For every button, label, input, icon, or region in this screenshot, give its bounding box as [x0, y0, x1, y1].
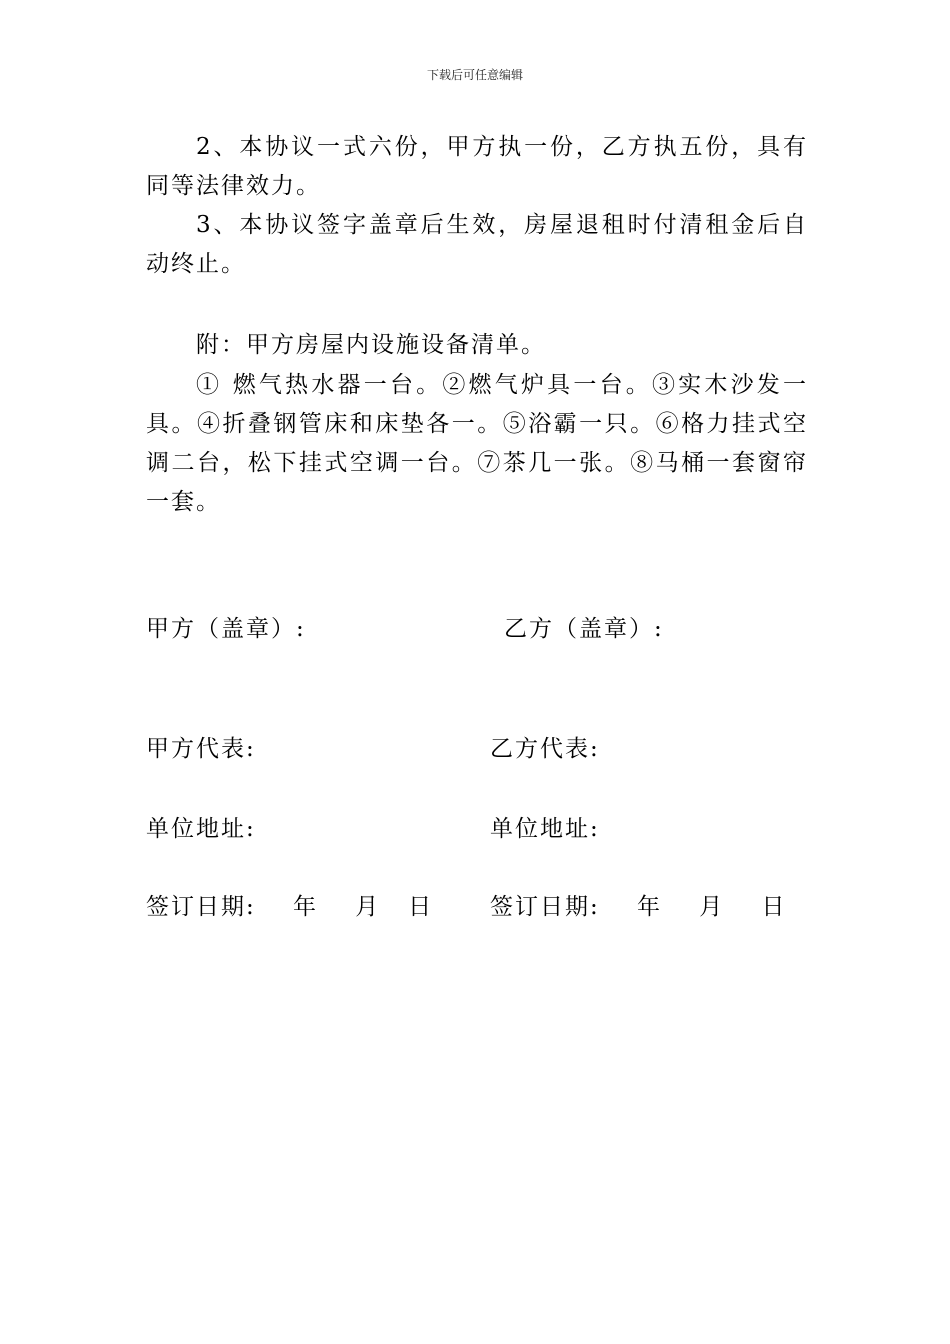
party-b-address-label: 单位地址: [490, 816, 600, 842]
party-b-representative-label: 乙方代表: [490, 736, 600, 762]
page-header-note: 下载后可任意编辑 [426, 68, 523, 82]
party-a-signing-date: 签订日期: 年 月 日 [146, 894, 434, 920]
party-b-seal-label: 乙方（盖章）: [504, 616, 664, 642]
clause-3: 3、本协议签字盖章后生效，房屋退租时付清租金后自动终止。 [146, 212, 808, 277]
party-a-seal-label: 甲方（盖章）: [146, 616, 306, 642]
appendix-items: ① 燃气热水器一台。②燃气炉具一台。③实木沙发一具。④折叠钢管床和床垫各一。⑤浴霸一只。⑥格力挂式空调二台，松下挂式空调一台。⑦茶几一张。⑧马桶一套窗帘一套。 [146, 372, 808, 515]
party-a-representative-label: 甲方代表: [146, 736, 256, 762]
appendix-title: 附：甲方房屋内设施设备清单。 [196, 332, 546, 358]
clause-2: 2、本协议一式六份，甲方执一份，乙方执五份，具有同等法律效力。 [146, 134, 808, 199]
party-a-address-label: 单位地址: [146, 816, 256, 842]
party-b-signing-date: 签订日期: 年 月 日 [490, 894, 787, 920]
